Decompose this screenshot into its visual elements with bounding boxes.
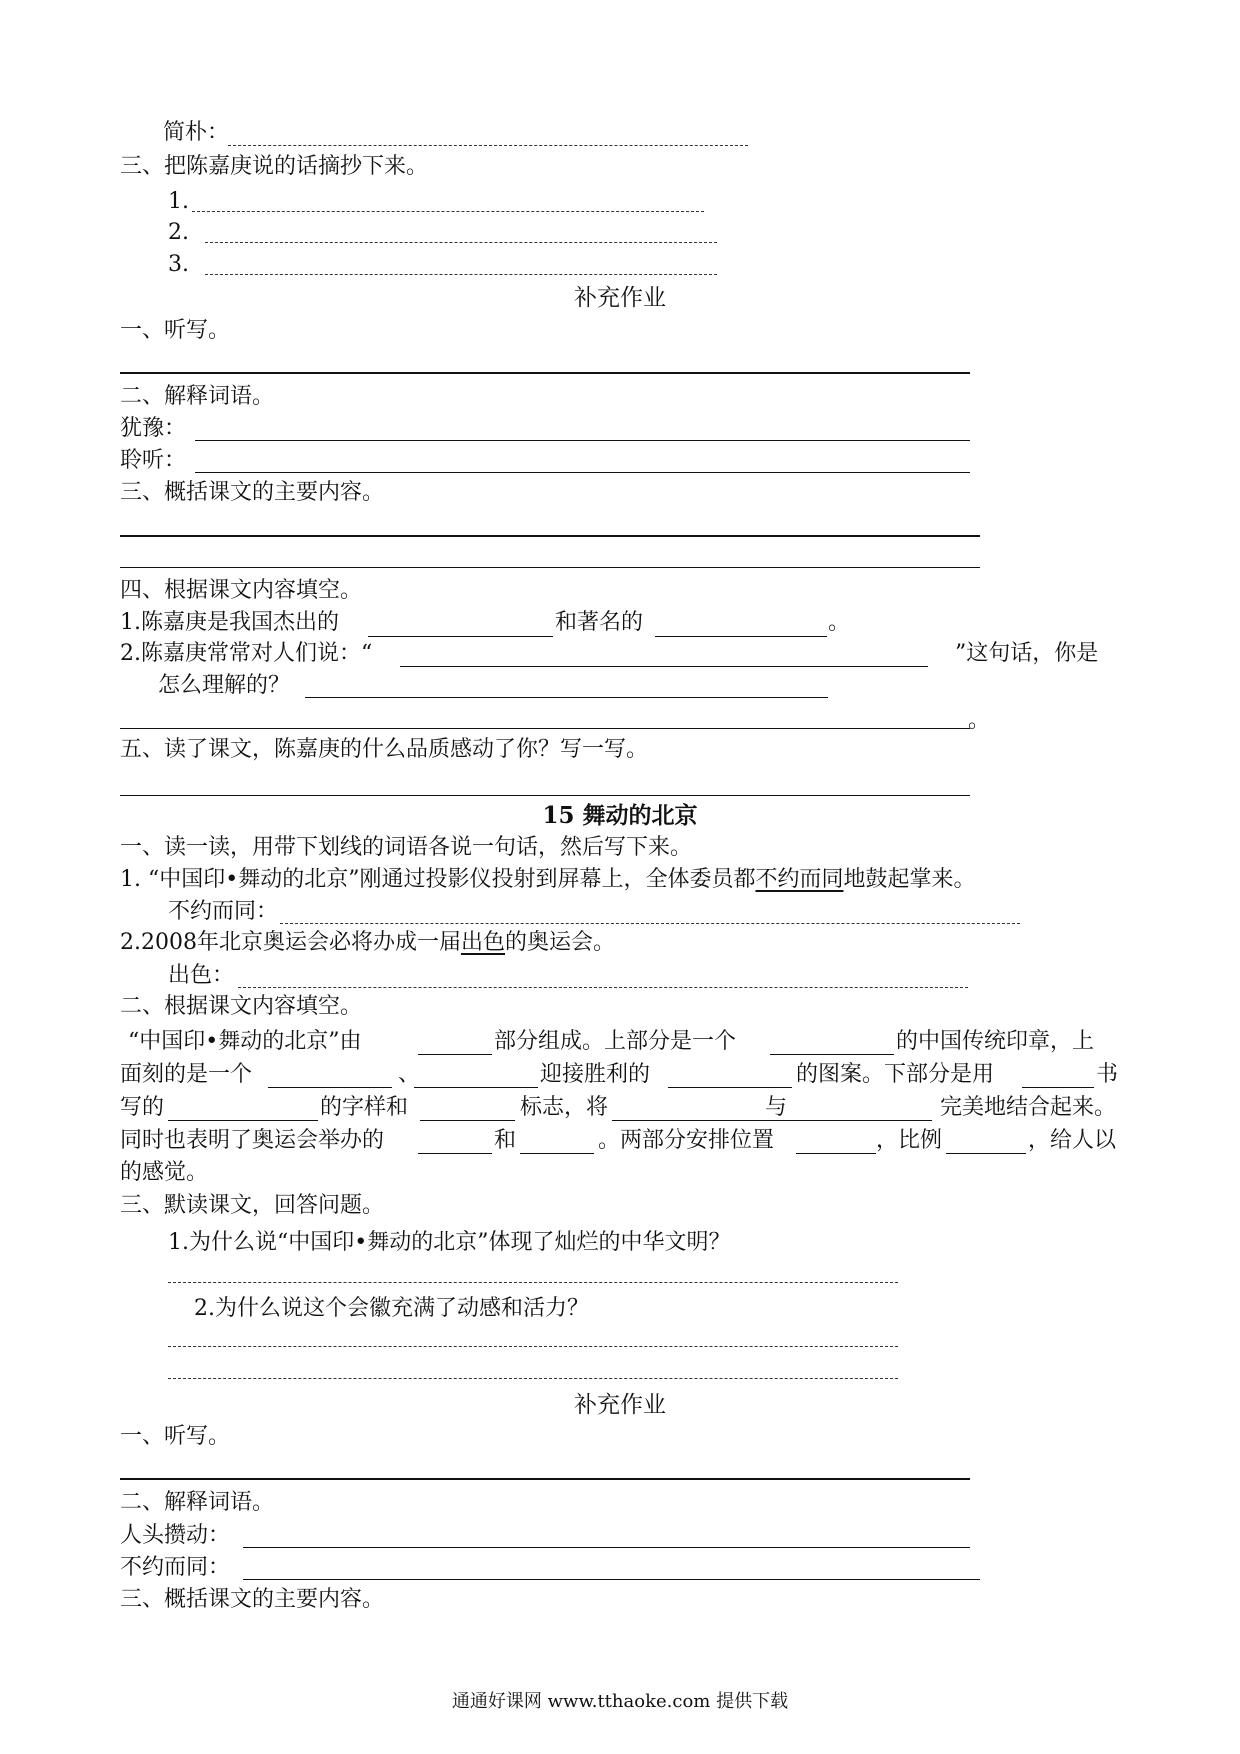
- supp1-title: 补充作业: [574, 285, 666, 311]
- supp2-word1-line: [243, 1547, 970, 1548]
- q3-item-1-line: [192, 211, 704, 212]
- q3-heading: 三、把陈嘉庚说的话摘抄下来。: [120, 154, 429, 179]
- l15-s1-underlined: 不约而同: [755, 867, 844, 892]
- l15-p1-a: “中国印•舞动的北京”由: [128, 1029, 362, 1054]
- supp2-word2-line: [243, 1579, 980, 1580]
- supp2-word1: 人头攒动：: [120, 1523, 231, 1548]
- supp1-q2: 二、解释词语。: [120, 384, 275, 409]
- l15-p4-c: 。两部分安排位置: [598, 1128, 775, 1153]
- l15-p3-e: 完美地结合起来。: [940, 1095, 1117, 1120]
- l15-p2-d: 的图案。下部分是用: [796, 1062, 995, 1087]
- l15-q3: 三、默读课文，回答问题。: [120, 1193, 385, 1218]
- l15-p3-blank-3: [612, 1120, 932, 1121]
- l15-q2: 二、根据课文内容填空。: [120, 994, 363, 1019]
- supp1-summary-line-2: [120, 567, 980, 568]
- supp1-fill1-a: 1.陈嘉庚是我国杰出的: [120, 610, 339, 635]
- l15-p1-c: 的中国传统印章，上: [896, 1029, 1095, 1054]
- l15-s1-answer-line: [280, 923, 1020, 924]
- l15-q1: 一、读一读，用带下划线的词语各说一句话，然后写下来。: [120, 835, 693, 860]
- l15-p3-d: 与: [765, 1095, 788, 1120]
- supp1-fill2-blank-understand: [305, 697, 828, 698]
- l15-s2-label: 出色：: [168, 963, 235, 988]
- lesson15-title: 15 舞动的北京: [542, 802, 698, 829]
- l15-r1: 1.为什么说“中国印•舞动的北京”体现了灿烂的中华文明？: [168, 1230, 731, 1255]
- supp2-word2: 不约而同：: [120, 1555, 231, 1580]
- l15-p5: 的感觉。: [120, 1160, 209, 1185]
- supp1-fill2-c: 怎么理解的？: [158, 673, 291, 698]
- supp2-dictation-line: [120, 1478, 970, 1480]
- l15-p3-b: 的字样和: [320, 1095, 409, 1120]
- l15-p3-blank-2: [420, 1120, 515, 1121]
- l15-p4-blank-3: [796, 1153, 876, 1154]
- l15-s2-underlined: 出色: [460, 930, 505, 955]
- supp1-fill2-blank-cont: [120, 728, 970, 729]
- supp2-q2: 二、解释词语。: [120, 1490, 275, 1515]
- q3-item-3-line: [205, 274, 717, 275]
- q3-item-3-num: 3.: [168, 252, 189, 277]
- l15-p4-b: 和: [494, 1128, 517, 1153]
- l15-s1-label: 不约而同：: [168, 899, 279, 924]
- supp2-q3: 三、概括课文的主要内容。: [120, 1587, 385, 1612]
- supp1-fill2-a: 2.陈嘉庚常常对人们说：“: [120, 641, 373, 666]
- q3-item-2-line: [205, 242, 717, 243]
- l15-p4-d: ，比例: [876, 1128, 943, 1153]
- supp1-summary-line-1: [120, 535, 980, 537]
- l15-p3-a: 写的: [120, 1095, 165, 1120]
- l15-p2-c: 迎接胜利的: [540, 1062, 651, 1087]
- l15-p1-blank-2: [770, 1054, 894, 1055]
- l15-p4-blank-4: [946, 1153, 1026, 1154]
- supp1-fill1-blank-2: [655, 636, 827, 637]
- supp1-fill1-b: 和著名的: [555, 610, 644, 635]
- l15-s1-post: 地鼓起掌来。: [843, 867, 976, 892]
- l15-p4-e: ，给人以: [1028, 1128, 1117, 1153]
- l15-r2-answer-line-1: [168, 1346, 898, 1347]
- l15-s1-pre: 1. “中国印•舞动的北京”刚通过投影仪投射到屏幕上，全体委员都: [120, 867, 756, 892]
- l15-p2-blank-2: [414, 1087, 538, 1088]
- l15-p2-blank-1: [268, 1087, 392, 1088]
- l15-r1-answer-line: [168, 1282, 898, 1283]
- l15-p3-c: 标志，将: [520, 1095, 609, 1120]
- l15-s2-post: 的奥运会。: [505, 930, 616, 955]
- supp1-dictation-line: [120, 372, 970, 374]
- supp1-word2-line: [195, 472, 970, 473]
- supp1-word2: 聆听：: [120, 448, 187, 473]
- l15-s2-pre: 2.2008年北京奥运会必将办成一届: [120, 930, 461, 955]
- supp1-word1-line: [195, 440, 970, 441]
- jianpu-answer-line: [228, 145, 748, 146]
- supp1-fill1-blank-1: [368, 636, 553, 637]
- l15-r2-answer-line-2: [168, 1378, 898, 1379]
- l15-p1-b: 部分组成。上部分是一个: [494, 1029, 737, 1054]
- l15-p3-blank-1: [168, 1120, 318, 1121]
- l15-p2-blank-4: [1022, 1087, 1094, 1088]
- l15-p4-blank-1: [418, 1153, 492, 1154]
- supp1-fill1-c: 。: [828, 610, 851, 635]
- l15-p2-e: 书: [1096, 1062, 1119, 1087]
- l15-s2-answer-line: [238, 987, 968, 988]
- l15-p2-a: 面刻的是一个: [120, 1062, 253, 1087]
- page-footer: 通通好课网 www.tthaoke.com 提供下载: [451, 1691, 789, 1712]
- q3-item-2-num: 2.: [168, 220, 189, 245]
- l15-p1-blank-1: [418, 1054, 492, 1055]
- supp1-fill2-end: 。: [968, 708, 991, 733]
- l15-r2: 2.为什么说这个会徽充满了动感和活力？: [194, 1296, 589, 1321]
- supp1-q3: 三、概括课文的主要内容。: [120, 480, 385, 505]
- supp1-fill2-b: ”这句话，你是: [955, 641, 1099, 666]
- l15-p4-blank-2: [520, 1153, 594, 1154]
- supp1-word1: 犹豫：: [120, 416, 187, 441]
- l15-p2-b: 、: [398, 1062, 421, 1087]
- supp2-title: 补充作业: [574, 1392, 666, 1418]
- supp1-q5: 五、读了课文，陈嘉庚的什么品质感动了你？写一写。: [120, 737, 649, 762]
- l15-p4-a: 同时也表明了奥运会举办的: [120, 1128, 385, 1153]
- q3-item-1-num: 1.: [168, 189, 189, 214]
- l15-p2-blank-3: [668, 1087, 792, 1088]
- l15-s2: [120, 928, 615, 958]
- supp1-fill2-blank-quote: [400, 666, 928, 667]
- supp1-q5-line: [120, 795, 970, 796]
- jianpu-label: 简朴：: [163, 120, 230, 145]
- supp1-q4: 四、根据课文内容填空。: [120, 578, 363, 603]
- supp2-q1: 一、听写。: [120, 1424, 231, 1449]
- supp1-q1: 一、听写。: [120, 318, 231, 343]
- l15-s1: [120, 865, 976, 895]
